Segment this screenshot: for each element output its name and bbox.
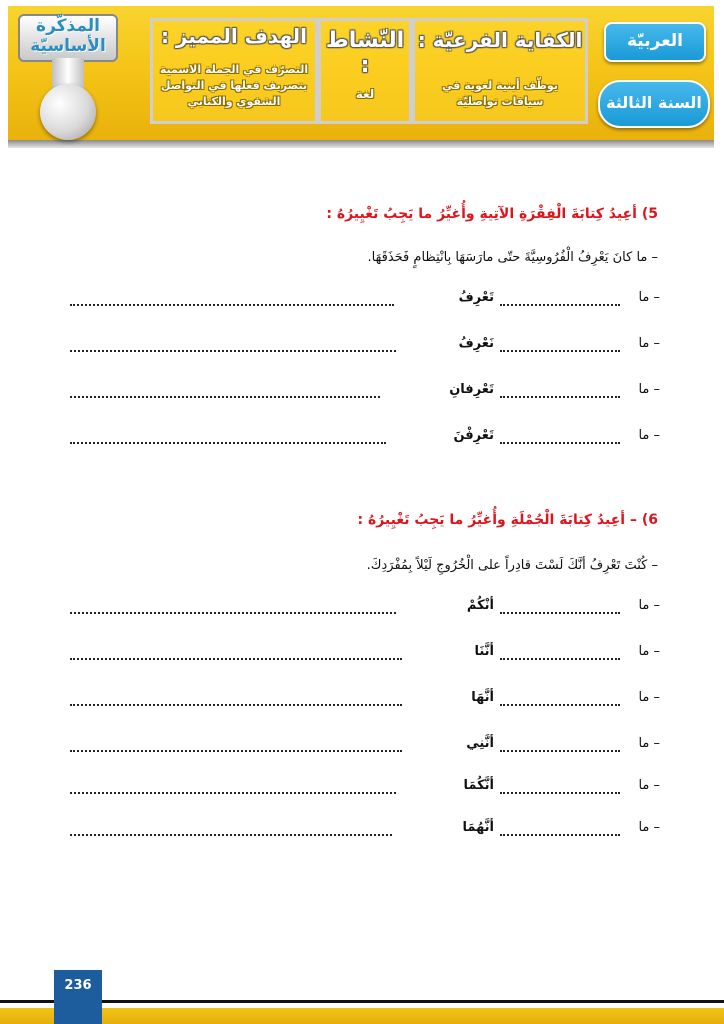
exercise5-line-3 bbox=[70, 382, 660, 402]
line-word: تَعْرِفُ bbox=[458, 290, 494, 305]
answer-dots[interactable] bbox=[70, 792, 396, 794]
line-start: – ما bbox=[638, 778, 660, 793]
answer-dots[interactable] bbox=[500, 750, 620, 752]
exercise6-title: 6) – أعِيدُ كِتابَةَ الْجُمْلَةِ وأُغيِّرُ ما يَجِبُ تَغْيِيرُهُ : bbox=[357, 512, 658, 528]
exercise5-title: 5) أعِيدُ كِتابَةَ الْفِقْرَةِ الآتِيةِ وأُغيِّرُ ما يَجِبُ تَغْيِيرُهُ : bbox=[326, 206, 658, 222]
exercise6-line-6 bbox=[70, 820, 660, 840]
competence-text: يوظّف أبنية لغوية في سياقات تواصليّة bbox=[442, 79, 558, 108]
exercise6-line-1 bbox=[70, 598, 660, 618]
exercise5-line-1 bbox=[70, 290, 660, 310]
subject-badge: العربيّة bbox=[604, 22, 706, 62]
line-start: – ما bbox=[638, 336, 660, 351]
answer-dots[interactable] bbox=[70, 612, 396, 614]
answer-dots[interactable] bbox=[70, 396, 380, 398]
answer-dots[interactable] bbox=[70, 658, 402, 660]
line-word: أنَّهَا bbox=[471, 690, 494, 705]
answer-dots[interactable] bbox=[500, 304, 620, 306]
exercise6-line-2 bbox=[70, 644, 660, 664]
footer-rule bbox=[0, 1000, 724, 1003]
line-word: أنَّهُمَا bbox=[462, 820, 494, 835]
activity-text: لغة bbox=[355, 87, 375, 101]
page-number: 236 bbox=[64, 978, 92, 993]
answer-dots[interactable] bbox=[500, 350, 620, 352]
exercise5-prompt: – ما كانَ يَعْرِفُ الْفُرُوسِيَّةَ حتّى مارَسَهَا بِانْتِظامٍ فَحَذَقَهَا. bbox=[367, 250, 658, 265]
line-word: أنْكُمْ bbox=[466, 598, 494, 613]
line-start: – ما bbox=[638, 290, 660, 305]
line-word: أنَّكُمَا bbox=[463, 778, 494, 793]
line-start: – ما bbox=[638, 690, 660, 705]
line-start: – ما bbox=[638, 428, 660, 443]
exercise6-line-4 bbox=[70, 736, 660, 756]
answer-dots[interactable] bbox=[500, 442, 620, 444]
goal-title: الهدف المميز : bbox=[160, 24, 308, 48]
memo-logo-ball bbox=[40, 84, 96, 140]
line-start: – ما bbox=[638, 598, 660, 613]
answer-dots[interactable] bbox=[500, 704, 620, 706]
line-start: – ما bbox=[638, 820, 660, 835]
answer-dots[interactable] bbox=[70, 704, 402, 706]
exercise6-line-5 bbox=[70, 778, 660, 798]
answer-dots[interactable] bbox=[70, 304, 394, 306]
answer-dots[interactable] bbox=[500, 658, 620, 660]
line-word: نَعْرِفُ bbox=[458, 336, 494, 351]
answer-dots[interactable] bbox=[70, 750, 402, 752]
goal-text: التصرّف في الجملة الاسمية بتصريف فعلها في التواصل الشفوي والكتابي bbox=[159, 63, 309, 108]
exercise5-line-2 bbox=[70, 336, 660, 356]
line-start: – ما bbox=[638, 736, 660, 751]
answer-dots[interactable] bbox=[70, 442, 386, 444]
line-word: تَعْرِفانِ bbox=[449, 382, 494, 397]
line-start: – ما bbox=[638, 382, 660, 397]
footer-strip bbox=[0, 1008, 724, 1024]
line-word: تَعْرِفْنَ bbox=[453, 428, 494, 443]
exercise6-prompt: – كُنْتَ تَعْرِفُ أنَّكَ لَسْتَ قادِراً على الْخُرُوجِ لَيْلاً بِمُفْرَدِكَ. bbox=[366, 558, 658, 573]
competence-title: الكفاية الفرعيّة : bbox=[417, 28, 583, 52]
answer-dots[interactable] bbox=[500, 834, 620, 836]
memo-title: المذكّرة الأساسيّة bbox=[30, 16, 106, 56]
line-word: أنَّنَا bbox=[474, 644, 494, 659]
line-start: – ما bbox=[638, 644, 660, 659]
year-badge: السنة الثالثة bbox=[598, 80, 710, 128]
answer-dots[interactable] bbox=[500, 396, 620, 398]
answer-dots[interactable] bbox=[500, 792, 620, 794]
answer-dots[interactable] bbox=[70, 350, 396, 352]
answer-dots[interactable] bbox=[500, 612, 620, 614]
header-shadow bbox=[8, 140, 714, 148]
exercise6-line-3 bbox=[70, 690, 660, 710]
exercise5-line-4 bbox=[70, 428, 660, 448]
answer-dots[interactable] bbox=[70, 834, 392, 836]
activity-title: النّشاط : bbox=[325, 28, 405, 78]
line-word: أنَّنِي bbox=[466, 736, 494, 751]
